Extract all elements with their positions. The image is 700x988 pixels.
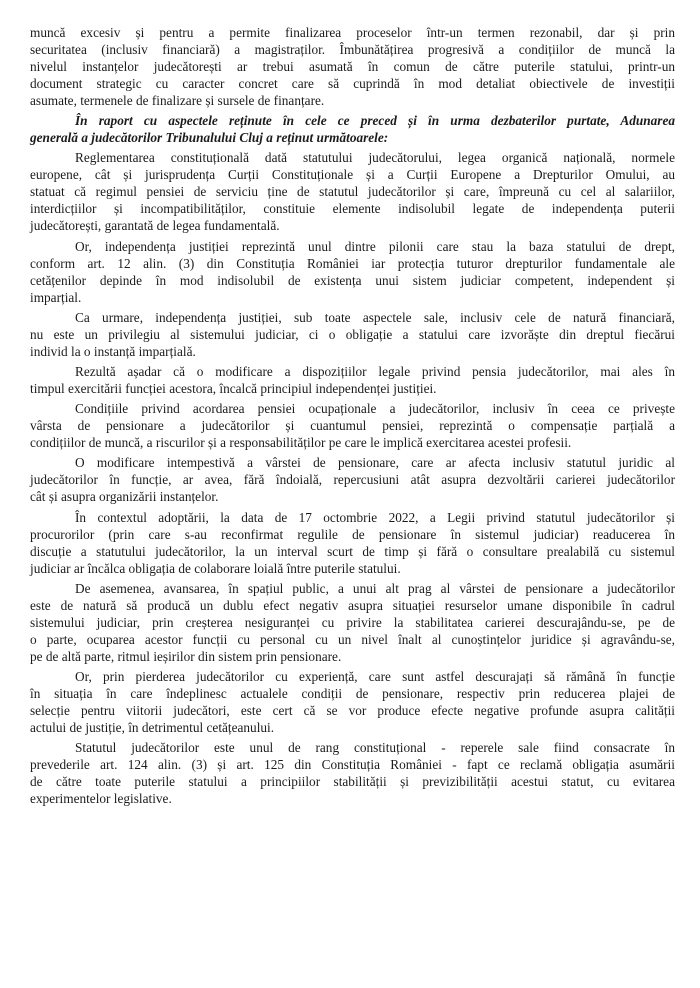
text-line: individ la o instanță imparțială. xyxy=(30,343,196,359)
text-line: Statutul judecătorilor este unul de rang constituțional - reperele sale fiind consacrate în xyxy=(75,740,675,756)
text-line: În raport cu aspectele reținute în cele ce preced și în urma dezbaterilor purtate, Adunarea xyxy=(75,113,675,129)
text-line: Or, prin pierderea judecătorilor cu experiență, care sunt astfel descurajați să rămână în funcție xyxy=(75,668,675,684)
text-line: Ca urmare, independența justiției, sub toate aspectele sale, inclusiv cele de natură financiară, xyxy=(75,309,675,325)
text-line: condițiilor de muncă, a riscurilor și a responsabilităților pe care le implică exercitarea acestei profesii. xyxy=(30,435,572,451)
text-line: statuat că regimul pensiei de serviciu ține de statutul judecătorilor și care, împreună cu cel al salariilor, xyxy=(30,184,675,200)
text-line: interdicțiilor și incompatibilităților, constituie elemente indisolubil legate de independența puterii xyxy=(30,201,675,217)
text-line: judecătorești, garantată de legea fundamentală. xyxy=(30,218,280,234)
text-line: judiciar ar încălca obligația de colaborare loială între puterile statului. xyxy=(30,560,401,576)
text-line: document strategic cu caracter concret care să cuprindă în mod detaliat obiectivele de investiții xyxy=(30,76,675,91)
text-line: cetățenilor depinde în mod indisolubil de existența unui sistem judiciar competent, independent și xyxy=(30,272,675,288)
text-line: În contextul adoptării, la data de 17 octombrie 2022, a Legii privind statutul judecătorilor și xyxy=(75,509,675,525)
body-paragraph xyxy=(30,24,675,109)
body-paragraph xyxy=(30,580,675,665)
text-line: prevederile art. 124 alin. (3) și art. 125 din Constituția României - fapt ce reclamă obligația asumării xyxy=(30,757,675,773)
text-line: pe de altă parte, ritmul ieșirilor din sistem prin pensionare. xyxy=(30,648,342,664)
text-line: selecție pentru viitorii judecători, este cert că se vor produce efecte negative profunde asupra calității xyxy=(30,702,675,718)
text-line: O modificare intempestivă a vârstei de pensionare, care ar afecta inclusiv statutul juridic al xyxy=(75,455,675,471)
document-page xyxy=(30,24,675,974)
text-line: sistemului judiciar, prin creșterea nesiguranței cu privire la stabilitatea carierei descurajându-se, pe de xyxy=(30,614,675,630)
section-heading xyxy=(30,112,675,146)
body-paragraph xyxy=(30,363,675,397)
text-line: Rezultă așadar că o modificare a dispozițiilor legale privind pensia judecătorilor, mai ales în xyxy=(75,363,675,379)
text-line: experimentelor legislative. xyxy=(30,791,172,807)
text-line: judecătorilor în funcție, ar avea, fără îndoială, repercusiuni atât asupra dezvoltării carierei judecătorilor xyxy=(30,472,675,488)
text-line: europene, cât și jurisprudența Curții Constituționale și a Curții Europene a Drepturilor Omului, au xyxy=(30,167,675,183)
text-line: vârsta de pensionare a judecătorilor și cuantumul pensiei, reprezintă o compensație parțială a xyxy=(30,418,675,434)
body-paragraph xyxy=(30,509,675,577)
text-line: muncă excesiv și pentru a permite finalizarea proceselor într-un termen rezonabil, dar și prin xyxy=(30,25,675,40)
text-line: generală a judecătorilor Tribunalului Cluj a reținut următoarele: xyxy=(30,130,389,146)
text-line: actului de justiție, în detrimentul cetățeanului. xyxy=(30,719,275,735)
text-line: securitatea (inclusiv financiară) a magistraților. Îmbunătățirea progresivă a condițiilor de muncă la xyxy=(30,42,675,57)
body-paragraph xyxy=(30,400,675,451)
text-line: o parte, ocuparea acestor funcții cu personal cu un nivel înalt al cunoștințelor juridice și agravându-se, xyxy=(30,631,675,647)
text-line: Reglementarea constituțională dată statutului judecătorului, legea organică națională, normele xyxy=(75,150,675,166)
text-line: este de natură să producă un dublu efect negativ asupra situației resurselor umane disponibile în cadrul xyxy=(30,597,675,613)
text-line: timpul exercitării funcției acestora, încalcă principiul independenței justiției. xyxy=(30,380,437,396)
text-line: de către toate puterile statului a principiilor stabilității și previzibilității acestui statut, cu evitarea xyxy=(30,774,675,790)
text-line: conform art. 12 alin. (3) din Constituția României iar protecția tuturor drepturilor fundamentale ale xyxy=(30,255,675,271)
text-line: nu este un privilegiu al sistemului judiciar, ci o obligație a statului care izvorăște din dreptul fiecărui xyxy=(30,326,675,342)
text-line: Or, independența justiției reprezintă unul dintre pilonii care stau la baza statului de drept, xyxy=(75,238,675,254)
text-line: asumate, termenele de finalizare și sursele de finanțare. xyxy=(30,93,325,108)
text-line: De asemenea, avansarea, în spațiul public, a unui alt prag al vârstei de pensionare a judecătorilor xyxy=(75,580,675,596)
text-line: imparțial. xyxy=(30,289,82,305)
body-paragraph xyxy=(30,454,675,505)
text-line: cât și asupra organizării instanțelor. xyxy=(30,489,219,505)
body-paragraph xyxy=(30,149,675,234)
text-line: Condițiile privind acordarea pensiei ocupaționale a judecătorilor, inclusiv în ceea ce privește xyxy=(75,401,675,417)
body-paragraph xyxy=(30,238,675,306)
text-line: procurorilor (prin care s-au reconfirmat regulile de pensionare în sistemul judiciar) readucerea în xyxy=(30,526,675,542)
text-line: nivelul instanțelor judecătorești ar trebui asumată în comun de către puterile statului, printr-un xyxy=(30,59,675,74)
body-paragraph xyxy=(30,668,675,736)
body-paragraph xyxy=(30,309,675,360)
body-paragraph xyxy=(30,739,675,807)
text-line: discuție a statutului judecătorilor, la un interval scurt de timp și fără o consultare prealabilă cu sistemul xyxy=(30,543,675,559)
text-line: în situația în care îndeplinesc actualele condiții de pensionare, respectiv prin reducerea plajei de xyxy=(30,685,675,701)
